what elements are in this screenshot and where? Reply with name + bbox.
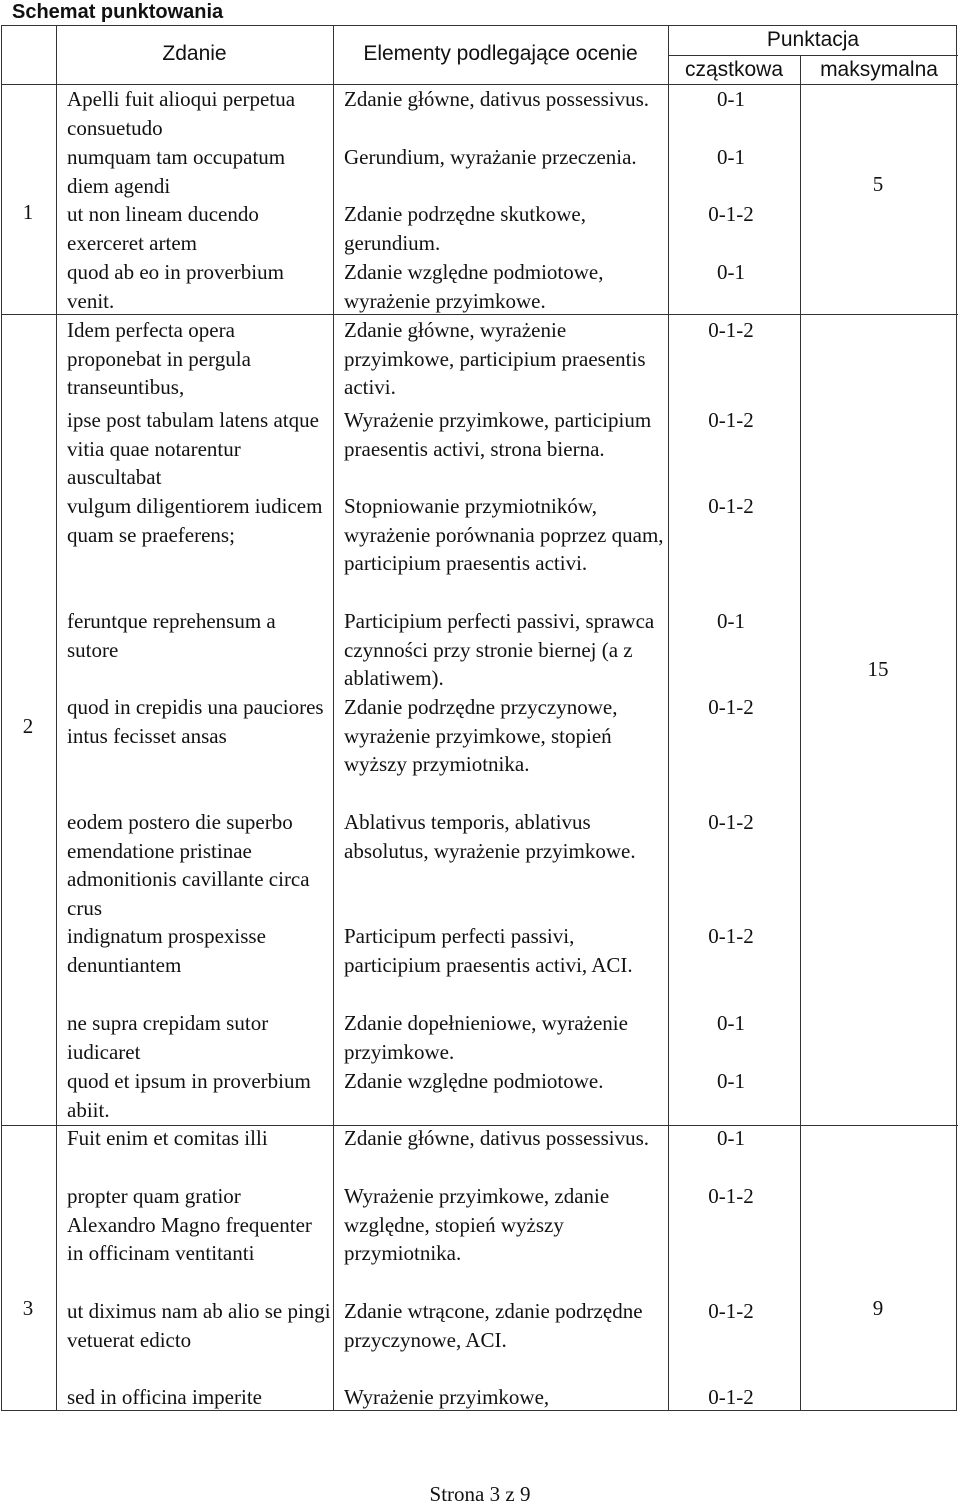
header-elements: Elementy podlegające ocenie: [363, 42, 638, 65]
header-points: Punktacja: [766, 28, 860, 51]
sentence-cell: vulgum diligentiorem iudicem quam se praeferens;: [67, 494, 323, 547]
sentence-cell: ne supra crepidam sutor iudicaret: [67, 1011, 269, 1064]
elements-cell: Zdanie podrzędne skutkowe, gerundium.: [344, 202, 587, 255]
group-number: 1: [22, 200, 34, 224]
elements-cell: Gerundium, wyrażanie przeczenia.: [344, 145, 637, 169]
sentence-cell: quod in crepidis una pauciores intus fecisset ansas: [67, 695, 324, 748]
sentence-cell: Apelli fuit alioqui perpetua consuetudo: [67, 87, 296, 140]
header-partial: cząstkowa: [684, 58, 784, 81]
col-divider: [800, 56, 801, 1411]
page-number: Strona 3 z 9: [429, 1482, 531, 1506]
sentence-cell: quod et ipsum in proverbium abiit.: [67, 1069, 311, 1122]
elements-cell: Zdanie główne, wyrażenie przyimkowe, participium praesentis activi.: [344, 318, 646, 400]
group-max-points: 9: [872, 1296, 884, 1320]
sentence-cell: quod ab eo in proverbium venit.: [67, 260, 284, 313]
page-title: Schemat punktowania: [12, 1, 224, 23]
sentence-cell: numquam tam occupatum diem agendi: [67, 145, 286, 198]
sentence-cell: feruntque reprehensum a sutore: [67, 609, 276, 662]
elements-cell: Zdanie względne podmiotowe.: [344, 1069, 604, 1093]
group-max-points: 15: [867, 657, 889, 681]
sentence-cell: sed in officina imperite: [67, 1385, 262, 1409]
elements-cell: Ablativus temporis, ablativus absolutus, wyrażenie przyimkowe.: [344, 810, 636, 863]
elements-cell: Zdanie podrzędne przyczynowe, wyrażenie przyimkowe, stopień wyższy przymiotnika.: [344, 695, 618, 777]
score-cell: 0-1-2: [708, 810, 754, 834]
score-cell: 0-1: [717, 260, 745, 284]
sentence-cell: Fuit enim et comitas illi: [67, 1126, 268, 1150]
elements-cell: Zdanie względne podmiotowe, wyrażenie przyimkowe.: [344, 260, 604, 313]
group-number: 3: [22, 1296, 34, 1320]
score-cell: 0-1-2: [708, 1299, 754, 1323]
score-cell: 0-1: [717, 1011, 745, 1035]
sentence-cell: propter quam gratior Alexandro Magno frequenter in officinam ventitanti: [67, 1184, 312, 1266]
score-cell: 0-1-2: [708, 1184, 754, 1208]
score-cell: 0-1: [717, 1126, 745, 1150]
score-cell: 0-1-2: [708, 695, 754, 719]
elements-cell: Zdanie wtrącone, zdanie podrzędne przyczynowe, ACI.: [344, 1299, 643, 1352]
sentence-cell: eodem postero die superbo emendatione pristinae admonitionis cavillante circa crus: [67, 810, 310, 921]
score-cell: 0-1: [717, 609, 745, 633]
elements-cell: Zdanie główne, dativus possessivus.: [344, 87, 650, 111]
sentence-cell: ipse post tabulam latens atque vitia quae notarentur auscultabat: [67, 408, 319, 490]
col-divider: [56, 25, 57, 1411]
group-number: 2: [22, 714, 34, 738]
score-cell: 0-1-2: [708, 318, 754, 342]
score-cell: 0-1-2: [708, 924, 754, 948]
score-cell: 0-1-2: [708, 202, 754, 226]
elements-cell: Wyrażenie przyimkowe, participium praesentis activi, strona bierna.: [344, 408, 652, 461]
elements-cell: Wyrażenie przyimkowe,: [344, 1385, 550, 1409]
group-max-points: 5: [872, 172, 884, 196]
score-cell: 0-1: [717, 87, 745, 111]
score-cell: 0-1: [717, 1069, 745, 1093]
sentence-cell: ut diximus nam ab alio se pingi vetuerat edicto: [67, 1299, 331, 1352]
elements-cell: Zdanie główne, dativus possessivus.: [344, 1126, 650, 1150]
sentence-cell: indignatum prospexisse denuntiantem: [67, 924, 266, 977]
elements-cell: Participium perfecti passivi, sprawca czynności przy stronie biernej (a z ablatiwem).: [344, 609, 655, 691]
score-cell: 0-1-2: [708, 1385, 754, 1409]
score-cell: 0-1-2: [708, 408, 754, 432]
score-cell: 0-1-2: [708, 494, 754, 518]
elements-cell: Wyrażenie przyimkowe, zdanie względne, stopień wyższy przymiotnika.: [344, 1184, 610, 1266]
elements-cell: Stopniowanie przymiotników, wyrażenie porównania poprzez quam, participium praesentis activi.: [344, 494, 664, 576]
col-divider: [333, 25, 334, 1411]
score-cell: 0-1: [717, 145, 745, 169]
elements-cell: Zdanie dopełnieniowe, wyrażenie przyimkowe.: [344, 1011, 628, 1064]
header-sentence: Zdanie: [162, 42, 227, 65]
sentence-cell: Idem perfecta opera proponebat in pergula transeuntibus,: [67, 318, 251, 400]
sentence-cell: ut non lineam ducendo exerceret artem: [67, 202, 259, 255]
elements-cell: Participum perfecti passivi, participium praesentis activi, ACI.: [344, 924, 633, 977]
header-maximum: maksymalna: [820, 58, 938, 81]
